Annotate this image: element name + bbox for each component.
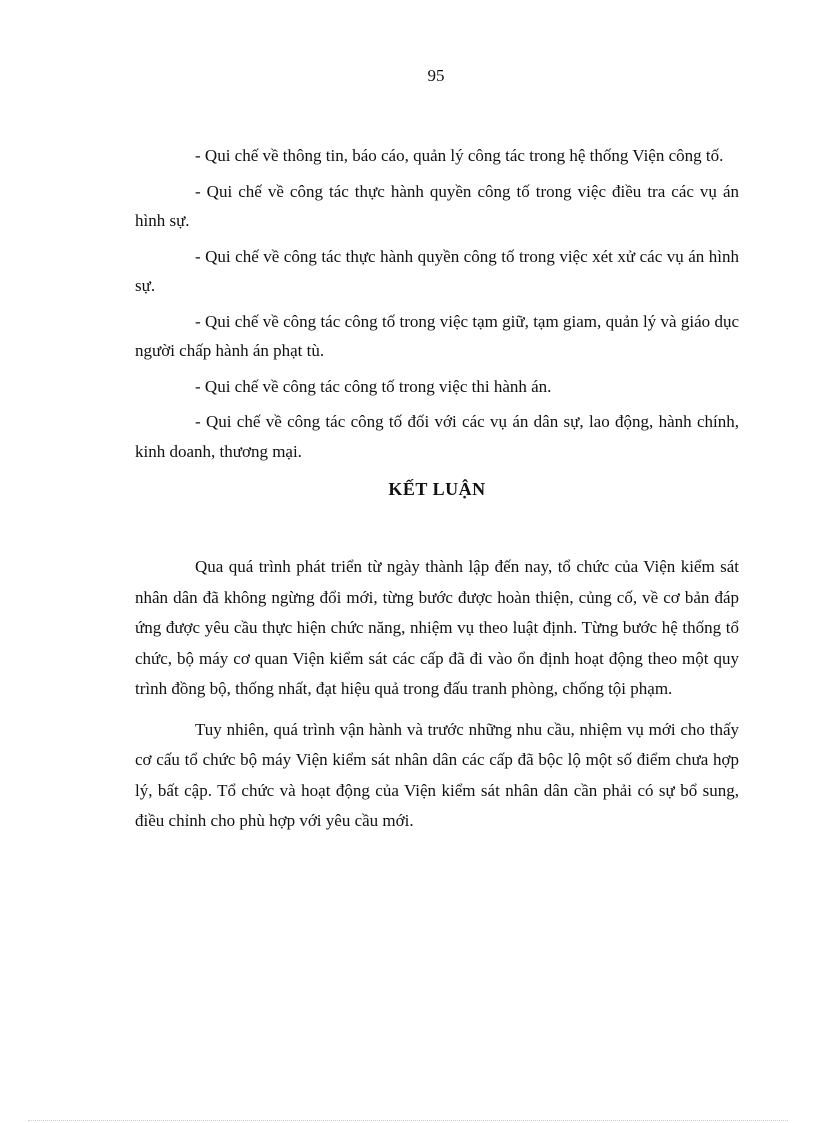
section-heading: KẾT LUẬN xyxy=(388,479,486,499)
conclusion-section xyxy=(135,552,739,837)
document-body xyxy=(135,141,739,847)
paragraph: Qua quá trình phát triển từ ngày thành lập đến nay, tổ chức của Viện kiểm sát nhân dân đã không ngừng đổi mới, từng bước được hoàn thiện, củng cố, về cơ bản đáp ứng được yêu cầu thực hiện chức năng, nhiệm vụ theo luật định. Từng bước hệ thống tổ chức, bộ máy cơ quan Viện kiểm sát các cấp đã đi vào ổn định hoạt động theo một quy trình đồng bộ, thống nhất, đạt hiệu quả trong đấu tranh phòng, chống tội phạm. xyxy=(135,557,739,698)
list-item: - Qui chế về công tác thực hành quyền công tố trong việc xét xử các vụ án hình sự. xyxy=(135,246,739,295)
page-bottom-divider xyxy=(28,1120,788,1121)
list-item: - Qui chế về thông tin, báo cáo, quản lý công tác trong hệ thống Viện công tố. xyxy=(195,146,724,165)
paragraph: Tuy nhiên, quá trình vận hành và trước những nhu cầu, nhiệm vụ mới cho thấy cơ cấu tổ chức bộ máy Viện kiểm sát nhân dân các cấp đã bộc lộ một số điểm chưa hợp lý, bất cập. Tổ chức và hoạt động của Viện kiểm sát nhân dân cần phải có sự bổ sung, điều chỉnh cho phù hợp với yêu cầu mới. xyxy=(135,719,739,830)
regulation-list xyxy=(135,141,739,466)
list-item: - Qui chế về công tác công tố trong việc thi hành án. xyxy=(195,376,552,396)
list-item: - Qui chế về công tác công tố trong việc tạm giữ, tạm giam, quản lý và giáo dục người chấp hành án phạt tù. xyxy=(135,311,739,360)
list-item: - Qui chế về công tác thực hành quyền công tố trong việc điều tra các vụ án hình sự. xyxy=(135,181,739,230)
list-item: - Qui chế về công tác công tố đối với các vụ án dân sự, lao động, hành chính, kinh doanh, thương mại. xyxy=(135,412,739,461)
page-number: 95 xyxy=(427,66,445,85)
